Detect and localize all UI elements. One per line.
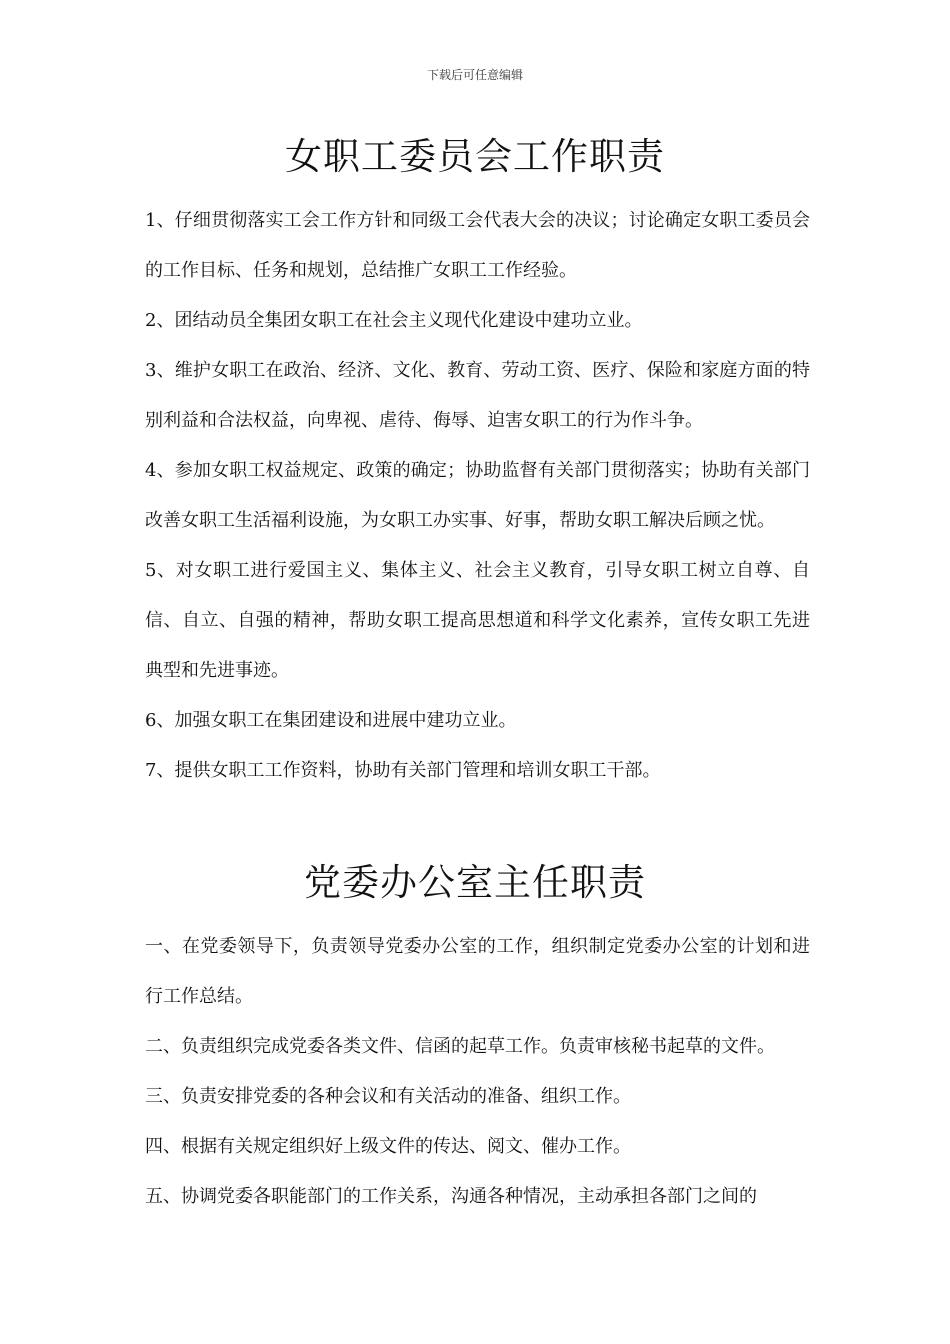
paragraph: 3、维护女职工在政治、经济、文化、教育、劳动工资、医疗、保险和家庭方面的特别利益和合法权益，向卑视、虐待、侮辱、迫害女职工的行为作斗争。 xyxy=(145,360,810,431)
paragraph: 五、协调党委各职能部门的工作关系，沟通各种情况，主动承担各部门之间的 xyxy=(145,1186,757,1207)
paragraph: 6、加强女职工在集团建设和进展中建功立业。 xyxy=(145,710,517,731)
paragraph: 1、仔细贯彻落实工会工作方针和同级工会代表大会的决议；讨论确定女职工委员会的工作目标、任务和规划，总结推广女职工工作经验。 xyxy=(145,210,810,281)
section-body-women-committee xyxy=(145,196,810,796)
paragraph: 二、负责组织完成党委各类文件、信函的起草工作。负责审核秘书起草的文件。 xyxy=(145,1036,775,1057)
section-title-women-committee: 女职工委员会工作职责 xyxy=(285,135,665,178)
paragraph: 5、对女职工进行爱国主义、集体主义、社会主义教育，引导女职工树立自尊、自信、自立、自强的精神，帮助女职工提高思想道和科学文化素养，宣传女职工先进典型和先进事迹。 xyxy=(145,560,810,681)
header-note: 下载后可任意编辑 xyxy=(426,68,523,82)
section-body-party-office-director xyxy=(145,922,810,1222)
paragraph: 三、负责安排党委的各种会议和有关活动的准备、组织工作。 xyxy=(145,1086,631,1107)
paragraph: 4、参加女职工权益规定、政策的确定；协助监督有关部门贯彻落实；协助有关部门改善女职工生活福利设施，为女职工办实事、好事，帮助女职工解决后顾之忧。 xyxy=(145,460,810,531)
section-title-party-office-director: 党委办公室主任职责 xyxy=(304,861,646,904)
paragraph: 7、提供女职工工作资料，协助有关部门管理和培训女职工干部。 xyxy=(145,760,661,781)
paragraph: 一、在党委领导下，负责领导党委办公室的工作，组织制定党委办公室的计划和进行工作总结。 xyxy=(145,936,810,1007)
paragraph: 2、团结动员全集团女职工在社会主义现代化建设中建功立业。 xyxy=(145,310,643,331)
paragraph: 四、根据有关规定组织好上级文件的传达、阅文、催办工作。 xyxy=(145,1136,631,1157)
